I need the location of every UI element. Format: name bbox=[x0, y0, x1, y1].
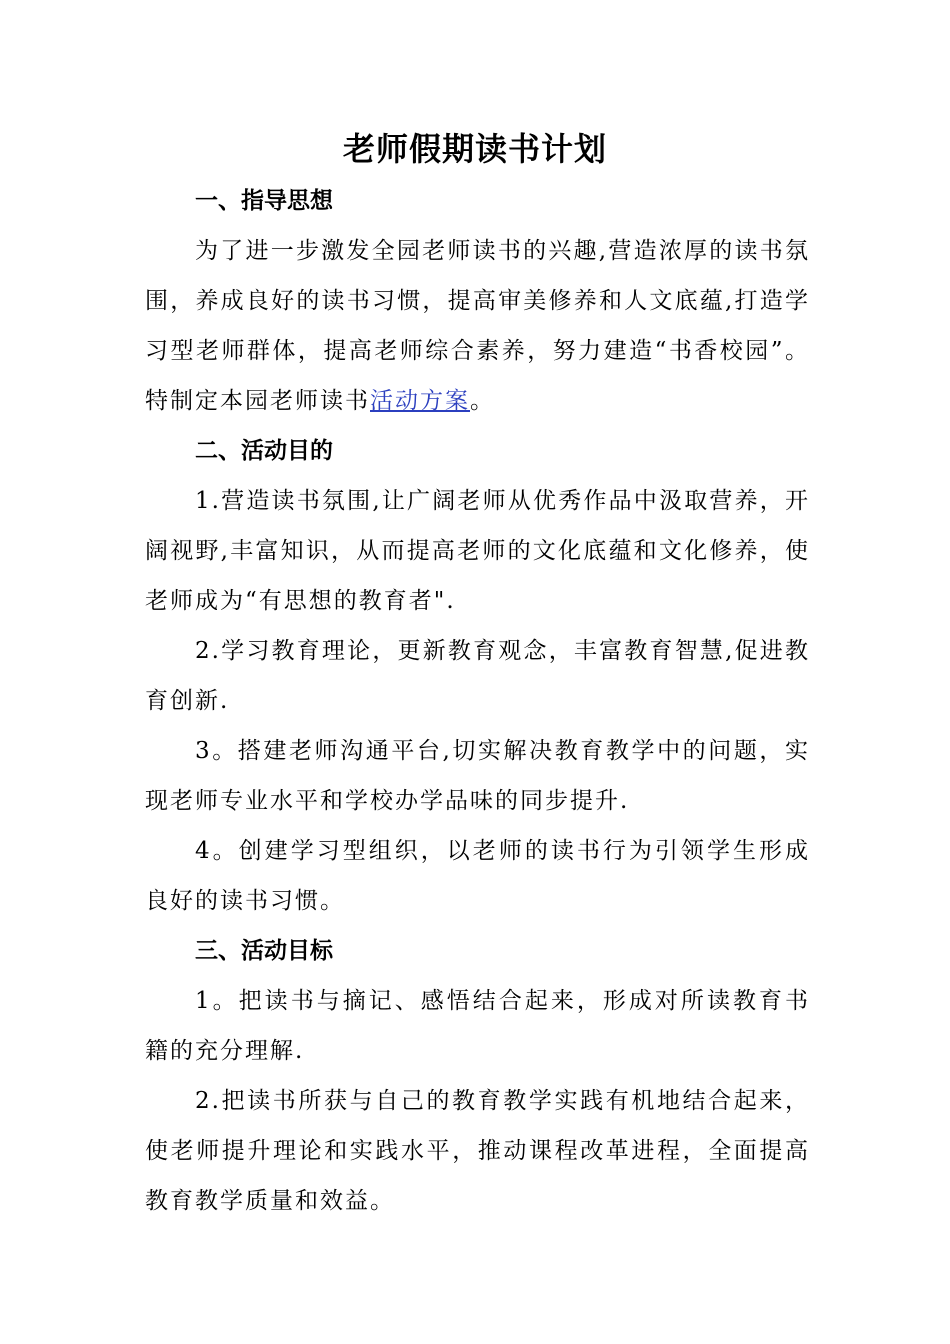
paragraph: 2.学习教育理论，更新教育观念，丰富教育智慧,促进教育创新. bbox=[145, 638, 810, 714]
paragraph bbox=[145, 226, 810, 426]
paragraph: 3。搭建老师沟通平台,切实解决教育教学中的问题，实现老师专业水平和学校办学品味的同步提升. bbox=[145, 738, 810, 814]
section-heading: 一、指导思想 bbox=[195, 188, 333, 214]
paragraph: 1.营造读书氛围,让广阔老师从优秀作品中汲取营养，开阔视野,丰富知识，从而提高老师的文化底蕴和文化修养，使老师成为“有思想的教育者". bbox=[145, 488, 810, 614]
paragraph-text: 。 bbox=[470, 388, 495, 414]
paragraph: 4。创建学习型组织，以老师的读书行为引领学生形成良好的读书习惯。 bbox=[145, 838, 810, 914]
document-body bbox=[145, 176, 810, 1226]
activity-plan-link[interactable]: 活动方案 bbox=[370, 388, 470, 414]
section-guiding-ideology bbox=[145, 176, 810, 426]
section-heading: 二、活动目的 bbox=[195, 438, 333, 464]
section-heading: 三、活动目标 bbox=[195, 938, 333, 964]
section-activity-purpose bbox=[145, 426, 810, 926]
paragraph: 1。把读书与摘记、感悟结合起来，形成对所读教育书籍的充分理解. bbox=[145, 988, 810, 1064]
paragraph: 2.把读书所获与自己的教育教学实践有机地结合起来，使老师提升理论和实践水平，推动课程改革进程，全面提高教育教学质量和效益。 bbox=[145, 1088, 810, 1214]
paragraph-text: 为了进一步激发全园老师读书的兴趣,营造浓厚的读书氛围，养成良好的读书习惯，提高审美修养和人文底蕴,打造学习型老师群体，提高老师综合素养，努力建造“书香校园”。特制定本园老师读书 bbox=[145, 238, 810, 414]
section-activity-goals bbox=[145, 926, 810, 1226]
document-title: 老师假期读书计划 bbox=[342, 130, 607, 168]
